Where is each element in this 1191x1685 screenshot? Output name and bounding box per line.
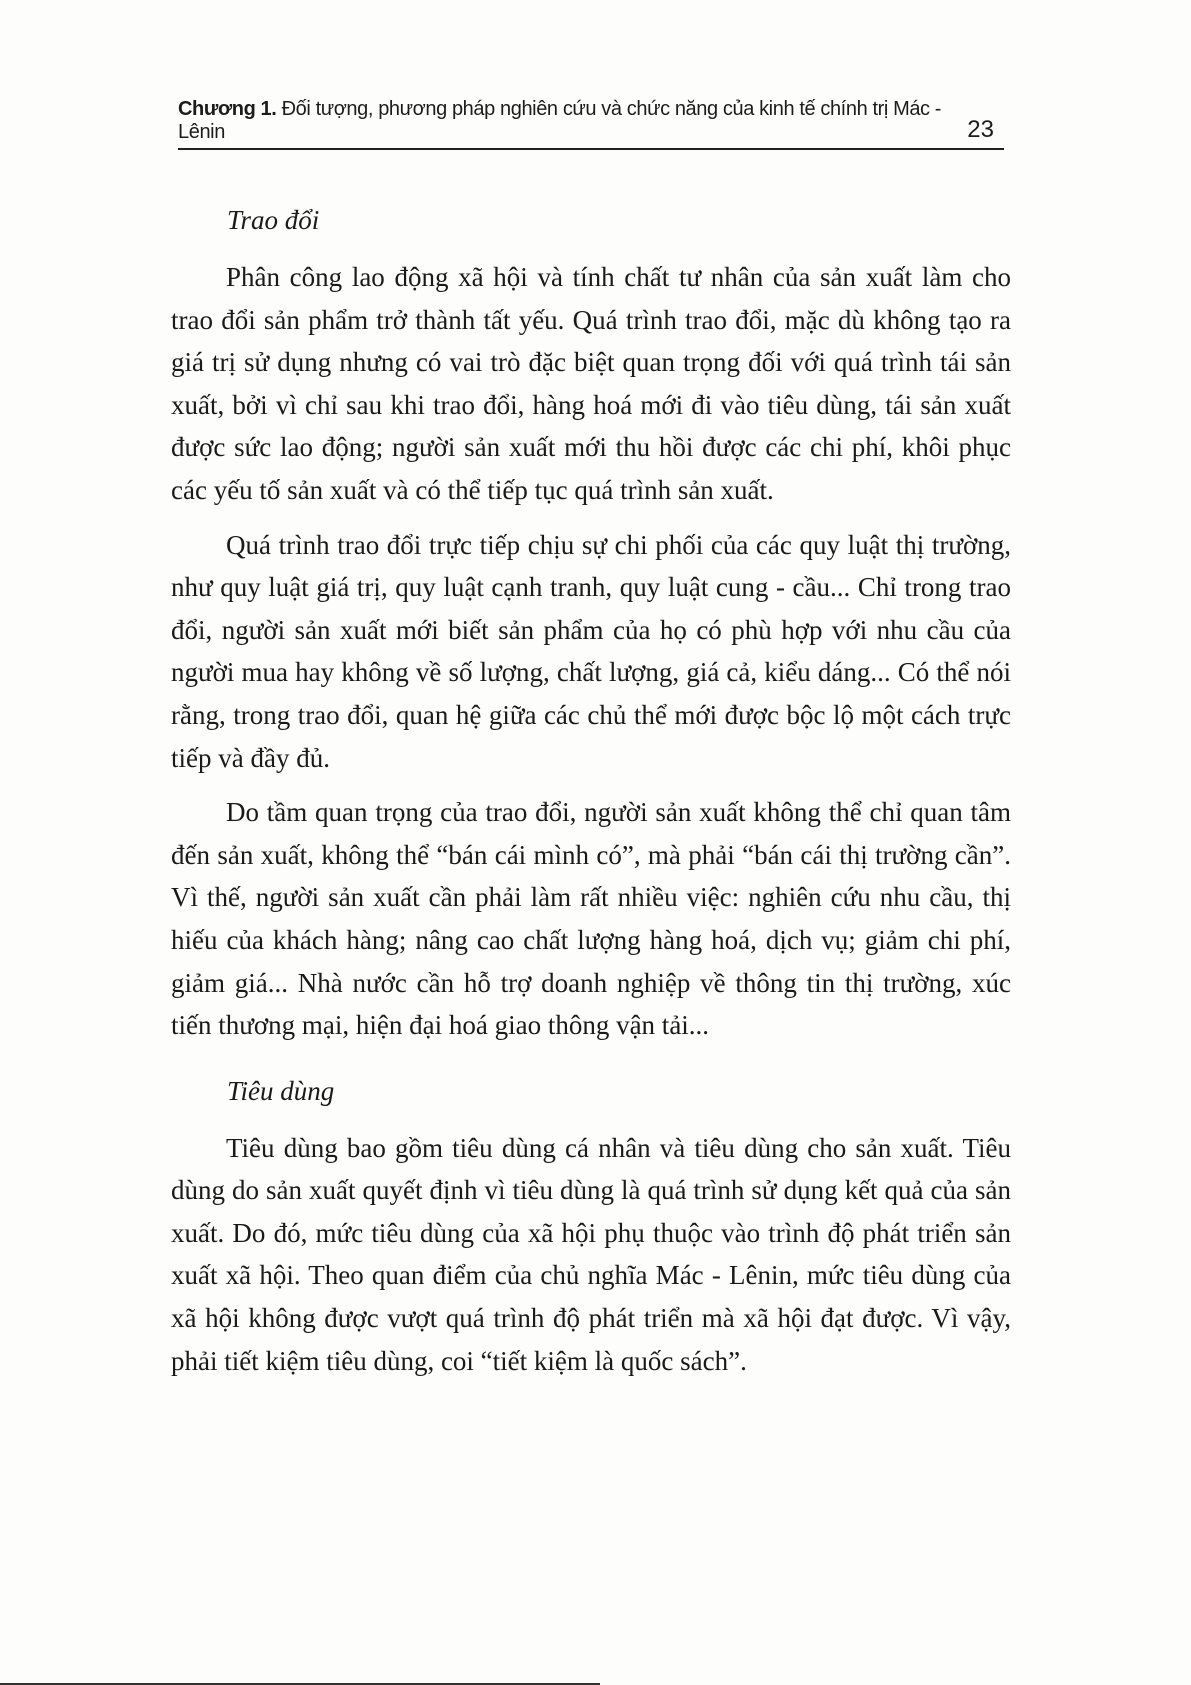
chapter-header-title xyxy=(178,98,967,144)
section-heading-trao-doi: Trao đổi xyxy=(227,205,320,235)
page-number: 23 xyxy=(967,116,994,143)
running-header xyxy=(178,98,1004,150)
paragraph: Quá trình trao đổi trực tiếp chịu sự chi phối của các quy luật thị trường, như quy luật giá trị, quy luật cạnh tranh, quy luật cung - cầu... Chỉ trong trao đổi, người sản xuất mới biết sản phẩm của họ có phù hợp với nhu cầu của người mua hay không về số lượng, chất lượng, giá cả, kiểu dáng... Có thể nói rằng, trong trao đổi, quan hệ giữa các chủ thể mới được bộc lộ một cách trực tiếp và đầy đủ. xyxy=(171,529,1011,773)
paragraph: Phân công lao động xã hội và tính chất tư nhân của sản xuất làm cho trao đổi sản phẩm trở thành tất yếu. Quá trình trao đổi, mặc dù không tạo ra giá trị sử dụng nhưng có vai trò đặc biệt quan trọng đối với quá trình tái sản xuất, bởi vì chỉ sau khi trao đổi, hàng hoá mới đi vào tiêu dùng, tái sản xuất được sức lao động; người sản xuất mới thu hồi được các chi phí, khôi phục các yếu tố sản xuất và có thể tiếp tục quá trình sản xuất. xyxy=(171,262,1011,505)
chapter-label: Chương 1. xyxy=(178,98,277,120)
page-body xyxy=(171,198,1011,1394)
paragraph: Do tầm quan trọng của trao đổi, người sản xuất không thể chỉ quan tâm đến sản xuất, không thể “bán cái mình có”, mà phải “bán cái thị trường cần”. Vì thế, người sản xuất cần phải làm rất nhiều việc: nghiên cứu nhu cầu, thị hiếu của khách hàng; nâng cao chất lượng hàng hoá, dịch vụ; giảm chi phí, giảm giá... Nhà nước cần hỗ trợ doanh nghiệp về thông tin thị trường, xúc tiến thương mại, hiện đại hoá giao thông vận tải... xyxy=(171,797,1011,1041)
chapter-title: Đối tượng, phương pháp nghiên cứu và chức năng của kinh tế chính trị Mác - Lênin xyxy=(178,98,942,143)
section-heading-tieu-dung: Tiêu dùng xyxy=(227,1075,335,1106)
paragraph: Tiêu dùng bao gồm tiêu dùng cá nhân và tiêu dùng cho sản xuất. Tiêu dùng do sản xuất quyết định vì tiêu dùng là quá trình sử dụng kết quả của sản xuất. Do đó, mức tiêu dùng của xã hội phụ thuộc vào trình độ phát triển sản xuất xã hội. Theo quan điểm của chủ nghĩa Mác - Lênin, mức tiêu dùng của xã hội không được vượt quá trình độ phát triển mà xã hội đạt được. Vì vậy, phải tiết kiệm tiêu dùng, coi “tiết kiệm là quốc sách”. xyxy=(171,1132,1011,1376)
